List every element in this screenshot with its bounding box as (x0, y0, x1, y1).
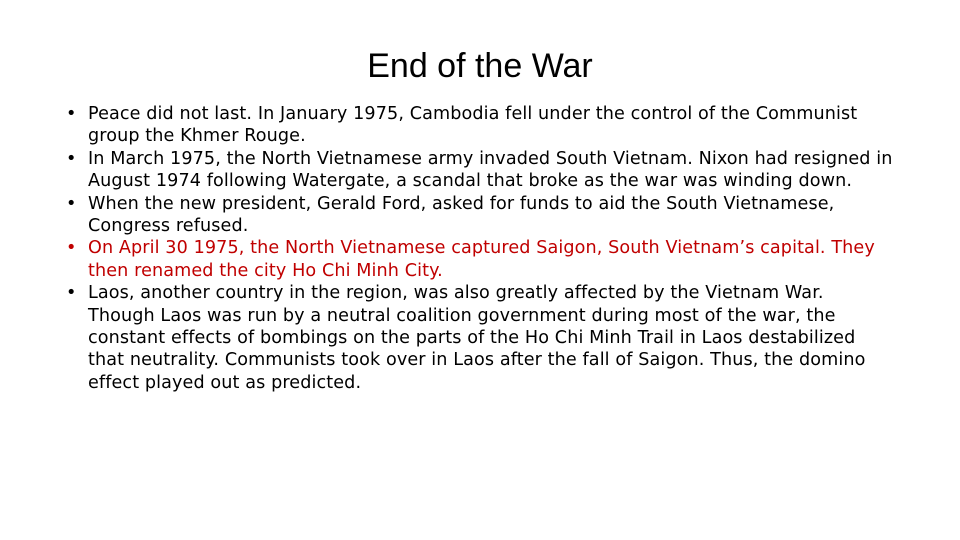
bullet-text: On April 30 1975, the North Vietnamese captured Saigon, South Vietnam’s capital. They then renamed the city Ho Chi Minh City. (88, 238, 875, 281)
bullet-dot: • (66, 148, 77, 169)
bullet-dot: • (66, 104, 77, 124)
bullet-list (66, 103, 896, 394)
bullet-dot: • (66, 193, 77, 214)
slide-title: End of the War (367, 47, 593, 85)
bullet-item-2 (66, 148, 896, 193)
bullet-item-1 (66, 103, 896, 148)
bullet-text: Laos, another country in the region, was also greatly affected by the Vietnam War. Though Laos was run by a neutral coalition government during most of the war, the constant effects of bombings on the parts of the Ho Chi Minh Trail in Laos destabilized that neutrality. Communists took over in Laos after the fall of Saigon. Thus, the domino effect played out as predicted. (88, 283, 866, 393)
bullet-dot: • (66, 283, 77, 304)
bullet-text: When the new president, Gerald Ford, asked for funds to aid the South Vietnamese, Congress refused. (88, 193, 835, 237)
bullet-text: Peace did not last. In January 1975, Cambodia fell under the control of the Communist group the Khmer Rouge. (88, 104, 858, 147)
bullet-dot: • (66, 238, 77, 259)
bullet-item-5 (66, 282, 896, 394)
bullet-item-3 (66, 193, 896, 238)
bullet-item-4 (66, 237, 896, 282)
bullet-text: In March 1975, the North Vietnamese army invaded South Vietnam. Nixon had resigned in August 1974 following Watergate, a scandal that broke as the war was winding down. (88, 148, 893, 192)
